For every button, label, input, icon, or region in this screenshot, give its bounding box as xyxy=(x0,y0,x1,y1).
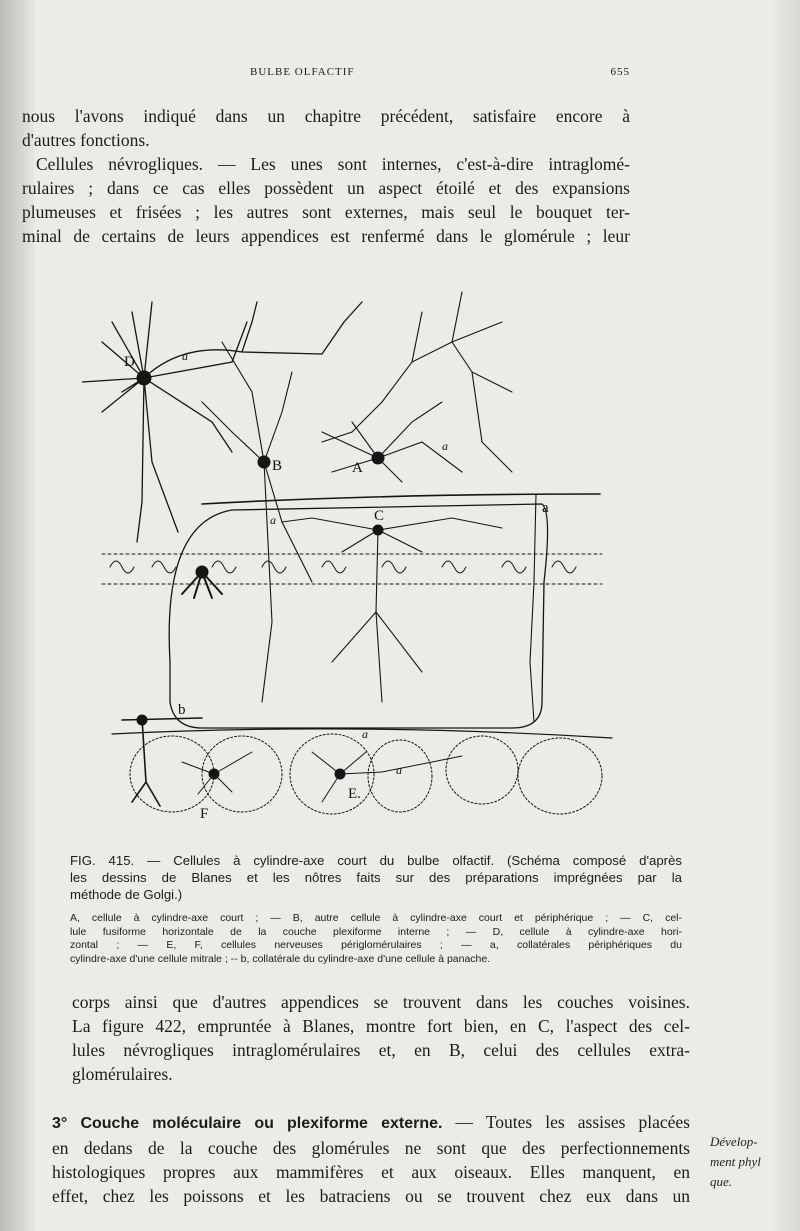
label-B: B xyxy=(272,458,283,474)
text-line: rulaires ; dans ce cas elles possèdent un aspect étoilé et des expansions xyxy=(22,178,630,198)
label-F: F xyxy=(200,806,209,822)
text-line: plumeuses et frisées ; les autres sont externes, mais seul le bouquet ter- xyxy=(22,202,630,222)
figure-legend xyxy=(70,912,682,966)
text-fragment: — Toutes les assises placées xyxy=(455,1112,690,1132)
label-a-bottom: a xyxy=(362,727,368,741)
legend-line: lule fusiforme horizontale de la couche plexiforme interne ; — D, cellule à cylindre-axe hori- xyxy=(70,925,682,938)
text-line: d'autres fonctions. xyxy=(22,130,150,150)
caption-line: les dessins de Blanes et les nôtres faits sur des préparations imprégnées par la xyxy=(70,870,682,885)
label-D: D xyxy=(124,354,135,370)
label-a-near-B: a xyxy=(270,513,276,527)
text-line: en dedans de la couche des glomérules ne sont que des perfectionnements xyxy=(52,1138,690,1158)
page-number: 655 xyxy=(610,66,630,78)
legend-line: zontal ; — E, F, cellules nerveuses périglomérulaires ; — a, collatérales périphériques du xyxy=(70,939,682,951)
label-a-top-right: a xyxy=(542,500,549,516)
text-line: glomérulaires. xyxy=(72,1064,173,1084)
caption-line: FIG. 415. — Cellules à cylindre-axe court du bulbe olfactif. (Schéma composé d'après xyxy=(70,853,682,868)
label-a-near-A: a xyxy=(442,439,448,453)
paragraph-section-3 xyxy=(52,1110,690,1208)
label-a-near-E: a xyxy=(396,763,402,777)
text-line: effet, chez les poissons et les batraciens ou se trouvent chez eux dans un xyxy=(52,1186,690,1206)
legend-line: A, cellule à cylindre-axe court ; — B, autre cellule à cylindre-axe court et périphérique ; — C, cel- xyxy=(70,912,682,924)
margin-note-line: Dévelop- xyxy=(710,1134,758,1149)
running-title: BULBE OLFACTIF xyxy=(250,66,355,78)
section-heading: 3° Couche moléculaire ou plexiforme externe. xyxy=(52,1115,443,1132)
text-line: minal de certains de leurs appendices est renfermé dans le glomérule ; leur xyxy=(22,226,630,246)
neuron-illustration xyxy=(82,282,622,842)
text-line: nous l'avons indiqué dans un chapitre précédent, satisfaire encore à xyxy=(22,106,630,126)
text-line: corps ainsi que d'autres appendices se trouvent dans les couches voisines. xyxy=(72,992,690,1012)
margin-note xyxy=(710,1132,800,1192)
text-line: La figure 422, empruntée à Blanes, montre fort bien, en C, l'aspect des cel- xyxy=(72,1016,690,1036)
label-C: C xyxy=(374,508,385,524)
page-shadow-right xyxy=(770,0,800,1231)
caption-line: méthode de Golgi.) xyxy=(70,887,183,902)
label-a-near-D: a xyxy=(182,349,188,363)
paragraph-continuation xyxy=(72,990,690,1086)
margin-note-line: que. xyxy=(710,1174,733,1189)
label-b: b xyxy=(178,702,186,718)
margin-note-line: ment phyl xyxy=(710,1154,761,1169)
label-A: A xyxy=(352,460,363,476)
legend-line: cylindre-axe d'une cellule mitrale ; -- b, collatérale du cylindre-axe d'une cellule à panache. xyxy=(70,952,491,965)
label-E: E. xyxy=(348,786,361,802)
figure-caption xyxy=(70,852,682,903)
text-line xyxy=(52,1110,690,1136)
text-line: lules névrogliques intraglomérulaires et, en B, celui des cellules extra- xyxy=(72,1040,690,1060)
text-line: Cellules névrogliques. — Les unes sont internes, c'est-à-dire intraglomé- xyxy=(36,154,630,174)
text-line: histologiques propres aux mammifères et aux oiseaux. Elles manquent, en xyxy=(52,1162,690,1182)
paragraph-intro xyxy=(22,104,630,248)
